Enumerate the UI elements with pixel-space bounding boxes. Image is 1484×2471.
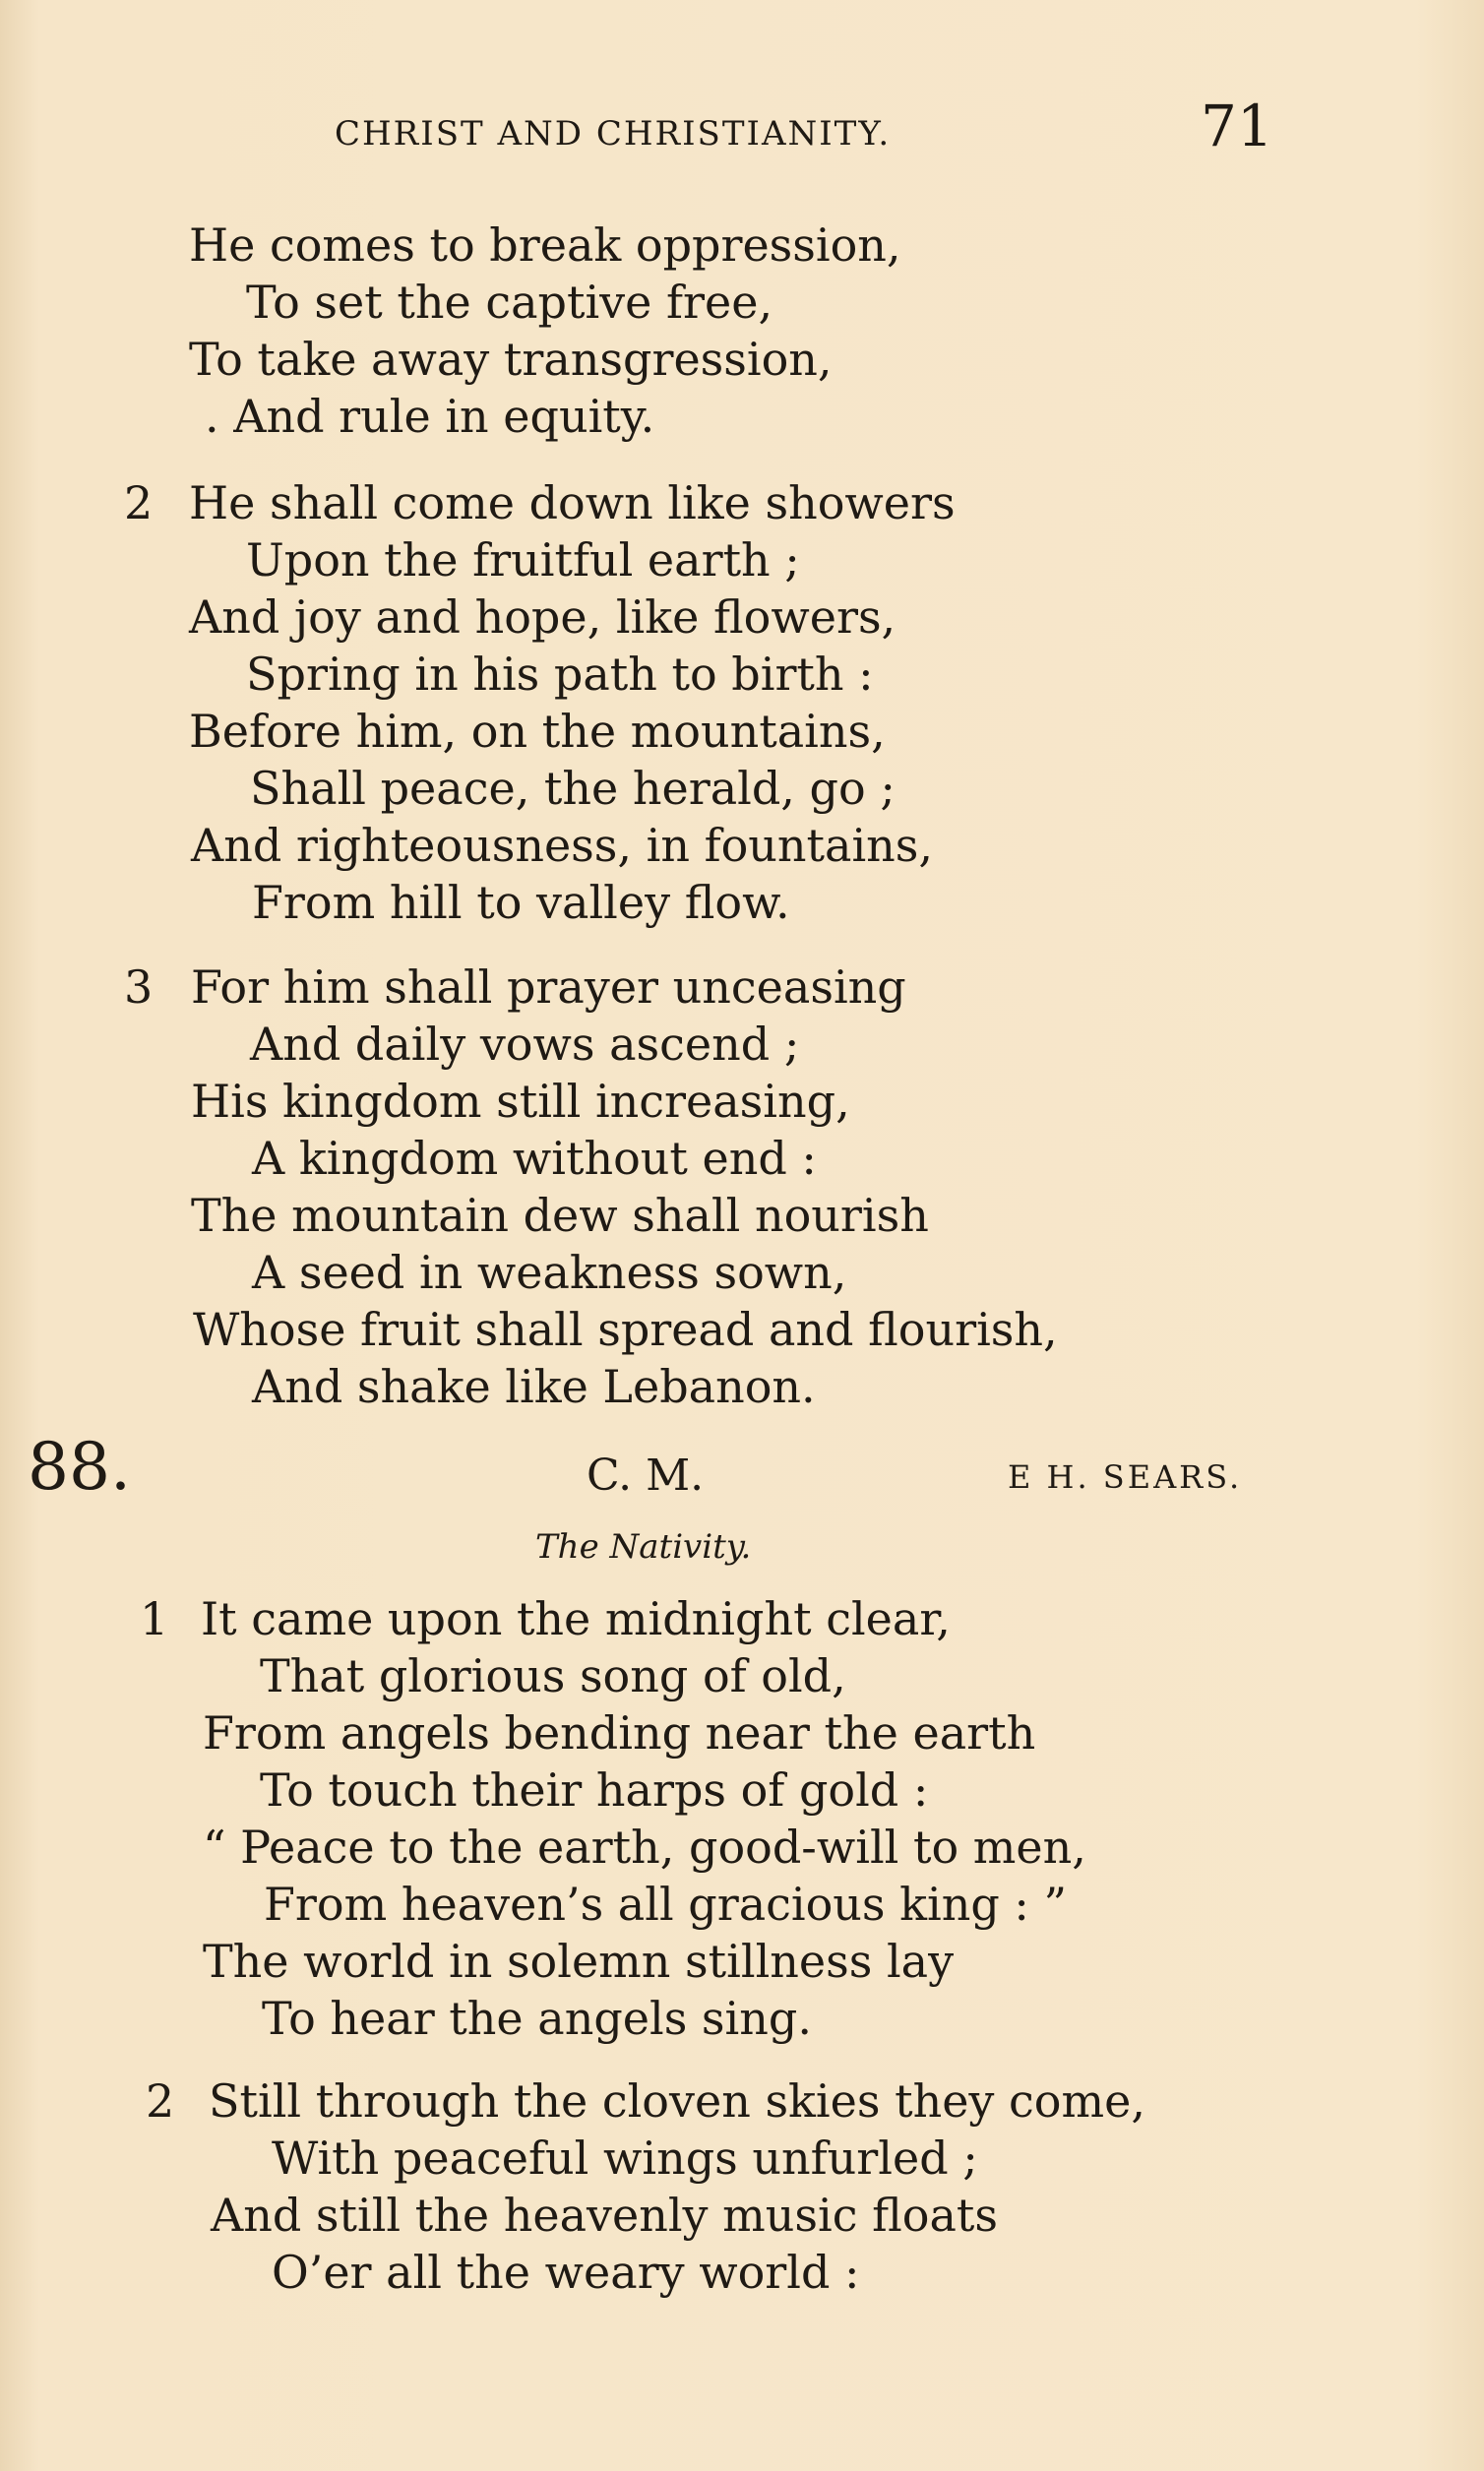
hymn-line: The world in solemn stillness lay — [203, 1935, 955, 1988]
hymn-line: To touch their harps of gold : — [260, 1763, 929, 1817]
hymn-line: Spring in his path to birth : — [246, 648, 874, 701]
hymn-line: From hill to valley flow. — [252, 876, 790, 929]
hymn-line: And joy and hope, like flowers, — [189, 590, 897, 644]
hymn-line: His kingdom still increasing, — [191, 1075, 850, 1128]
hymn-meter: C. M. — [587, 1451, 705, 1501]
hymn-line: Upon the fruitful earth ; — [246, 533, 800, 587]
hymn-line: Shall peace, the herald, go ; — [250, 762, 896, 815]
hymn-line: With peaceful wings unfurled ; — [272, 2131, 978, 2185]
hymn-line: He comes to break oppression, — [189, 218, 901, 272]
hymn-line: It came upon the midnight clear, — [201, 1592, 951, 1645]
hymn-author: E H. SEARS. — [1008, 1458, 1243, 1496]
hymn-line: And shake like Lebanon. — [252, 1360, 816, 1413]
hymn-line: From heaven’s all gracious king : ” — [264, 1878, 1068, 1931]
hymn-number: 88. — [28, 1429, 131, 1505]
page-number: 71 — [1201, 93, 1273, 159]
hymn-line: To set the captive free, — [246, 276, 773, 329]
hymn-line: A seed in weakness sown, — [252, 1246, 847, 1299]
hymn-line: And daily vows ascend ; — [250, 1018, 800, 1071]
hymn-line: Still through the cloven skies they come, — [209, 2074, 1145, 2128]
verse-number: 3 — [124, 960, 154, 1014]
hymn-line: He shall come down like showers — [189, 476, 956, 529]
hymn-line: For him shall prayer unceasing — [191, 960, 906, 1014]
hymn-line: And righteousness, in fountains, — [191, 819, 934, 872]
running-header: CHRIST AND CHRISTIANITY. — [335, 114, 892, 154]
hymn-subtitle: The Nativity. — [535, 1527, 752, 1567]
hymn-line: . And rule in equity. — [205, 390, 655, 443]
hymn-line: To take away transgression, — [189, 333, 833, 386]
hymn-line: Whose fruit shall spread and flourish, — [193, 1303, 1058, 1356]
hymn-line: From angels bending near the earth — [203, 1706, 1036, 1760]
hymn-line: To hear the angels sing. — [262, 1992, 812, 2045]
hymn-line: “ Peace to the earth, good-will to men, — [203, 1821, 1086, 1874]
hymn-line: A kingdom without end : — [252, 1132, 817, 1185]
verse-number: 2 — [124, 476, 154, 529]
hymn-line: That glorious song of old, — [260, 1649, 846, 1702]
hymn-line: The mountain dew shall nourish — [191, 1189, 929, 1242]
verse-number: 2 — [146, 2074, 175, 2128]
hymn-line: And still the heavenly music floats — [211, 2189, 998, 2242]
hymn-line: O’er all the weary world : — [272, 2246, 860, 2299]
verse-number: 1 — [140, 1592, 169, 1645]
hymn-line: Before him, on the mountains, — [189, 705, 886, 758]
